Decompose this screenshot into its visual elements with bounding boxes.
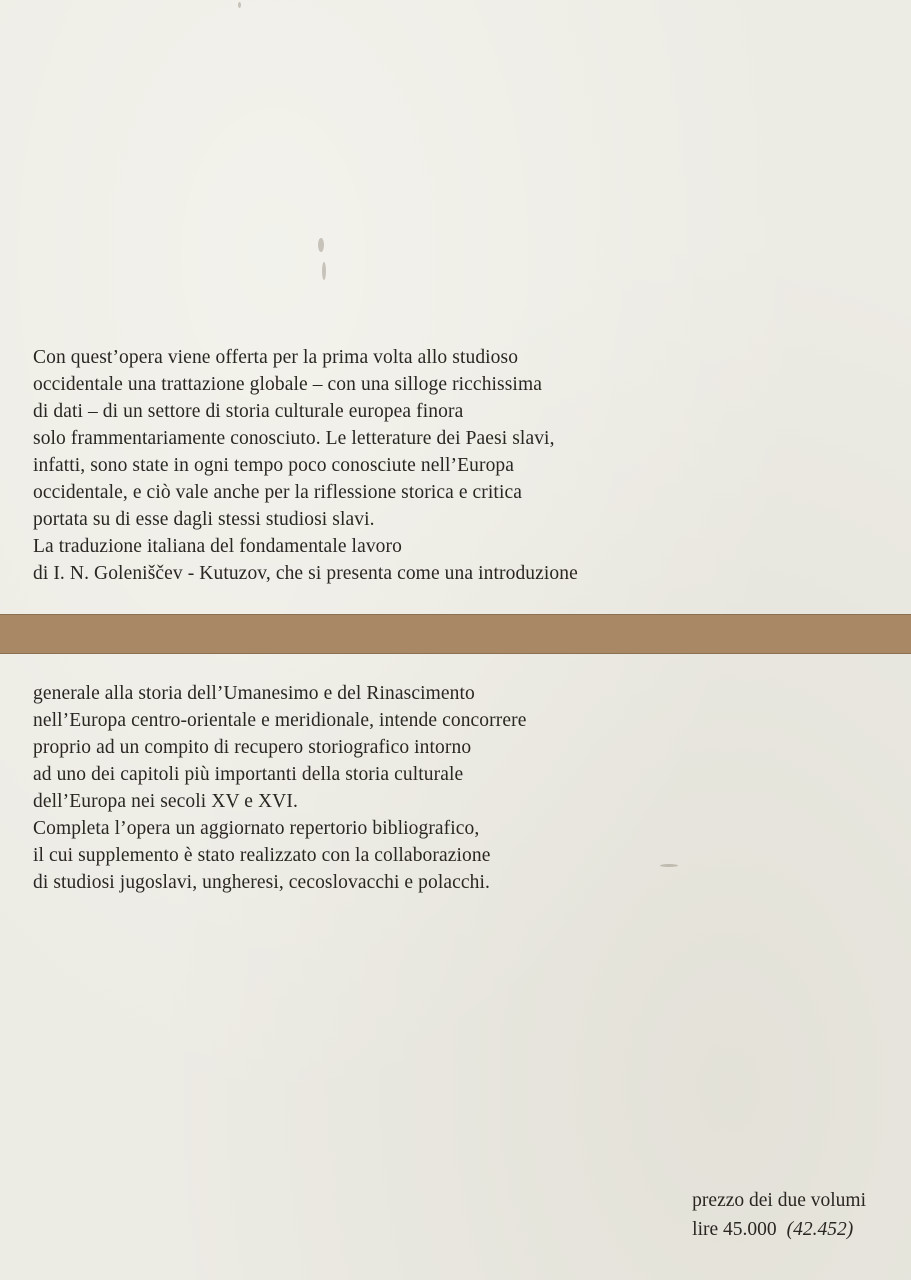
text-line: nell’Europa centro-orientale e meridionale, intende concorrere [33,710,527,731]
paper-blemish [660,864,678,867]
text-line: solo frammentariamente conosciuto. Le letterature dei Paesi slavi, [33,428,555,449]
text-line: di studiosi jugoslavi, ungheresi, cecoslovacchi e polacchi. [33,872,490,893]
text-line: infatti, sono state in ogni tempo poco conosciute nell’Europa [33,455,515,476]
text-line: La traduzione italiana del fondamentale lavoro [33,536,402,557]
description-paragraph-lower [33,680,526,896]
price-block [692,1186,866,1244]
price-alt-amount: (42.452) [786,1219,854,1240]
description-paragraph-upper [33,344,578,587]
text-line: Completa l’opera un aggiornato repertorio bibliografico, [33,818,480,839]
price-amount: lire 45.000 [692,1219,777,1240]
price-line [692,1215,866,1244]
paper-blemish [318,238,324,252]
text-line: di dati – di un settore di storia culturale europea finora [33,401,464,422]
paper-blemish [238,2,241,8]
text-line: Con quest’opera viene offerta per la prima volta allo studioso [33,347,519,368]
price-label: prezzo dei due volumi [692,1190,866,1211]
text-line: dell’Europa nei secoli XV e XVI. [33,791,298,812]
text-line: ad uno dei capitoli più importanti della storia culturale [33,764,464,785]
text-line: proprio ad un compito di recupero storiografico intorno [33,737,472,758]
text-line: occidentale, e ciò vale anche per la riflessione storica e critica [33,482,522,503]
decorative-band [0,614,911,654]
paper-blemish [322,262,326,280]
text-line: generale alla storia dell’Umanesimo e del Rinascimento [33,683,475,704]
text-line: portata su di esse dagli stessi studiosi slavi. [33,509,375,530]
text-line: occidentale una trattazione globale – con una silloge ricchissima [33,374,542,395]
text-line: di I. N. Goleniščev - Kutuzov, che si presenta come una introduzione [33,563,578,584]
text-line: il cui supplemento è stato realizzato con la collaborazione [33,845,491,866]
